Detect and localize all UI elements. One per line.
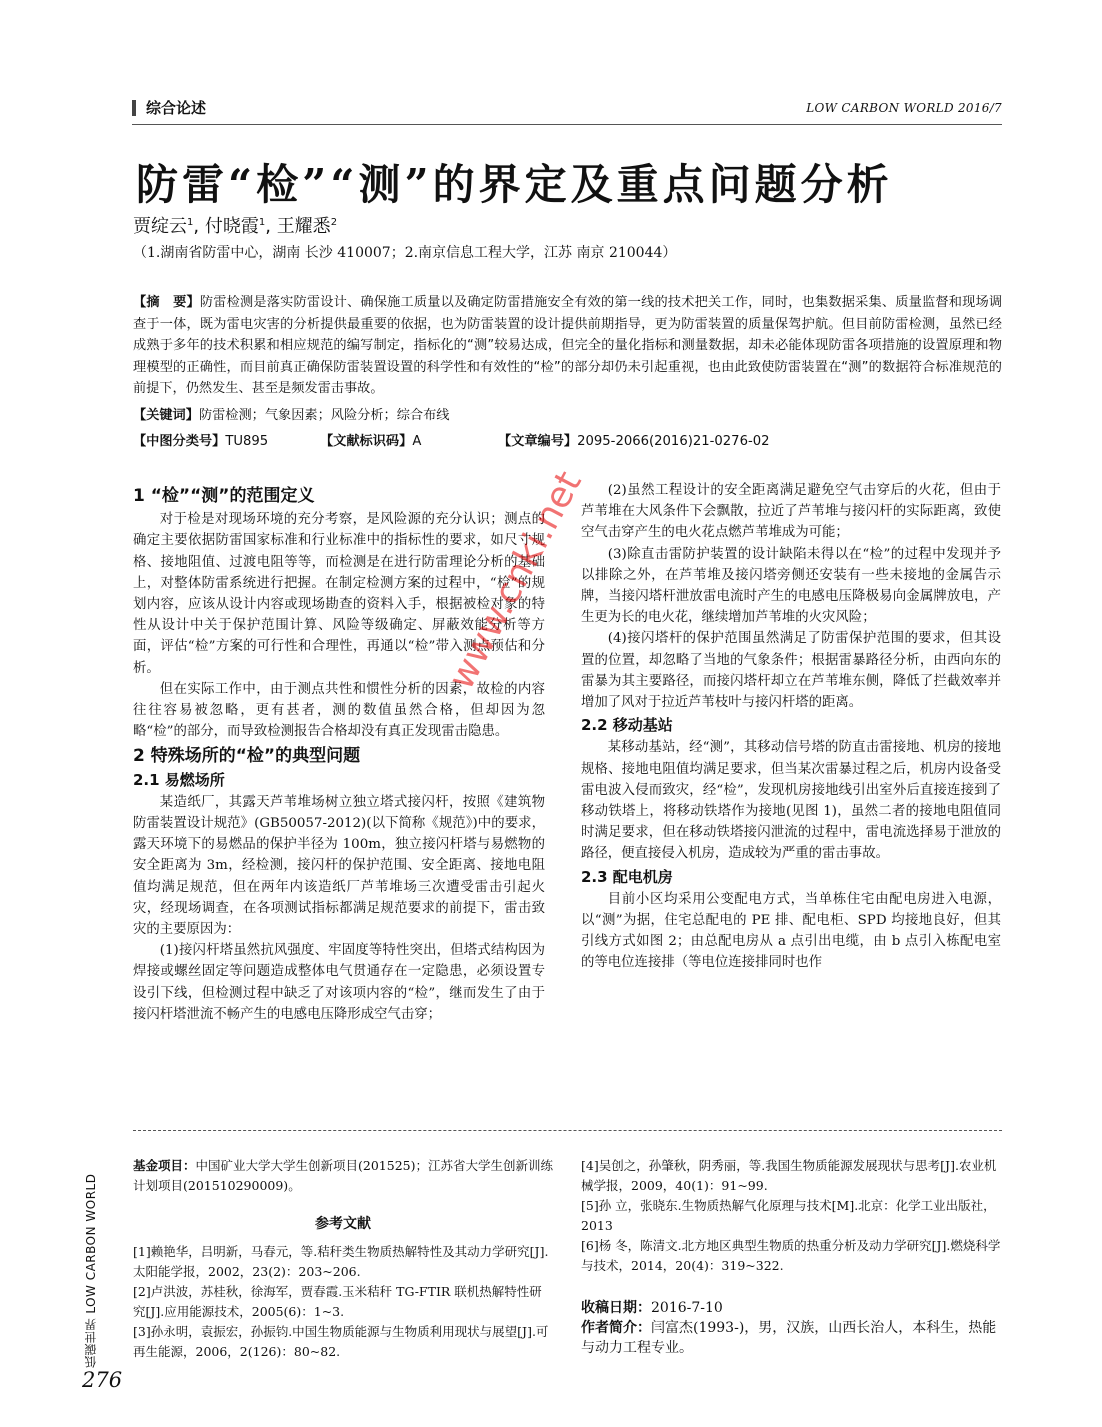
author-2: 付晓霞$^1$, xyxy=(204,216,271,237)
left-column xyxy=(133,482,545,1025)
header-rule xyxy=(132,124,1002,125)
paper-title: 防雷“检”“测”的界定及重点问题分析 xyxy=(136,160,893,209)
paragraph: (3)除直击雷防护装置的设计缺陷未得以在“检”的过程中发现并予以排除之外，在芦苇堆及接闪塔旁侧还安装有一些未接地的金属告示牌，当接闪塔杆泄放雷电流时产生的电感电压降极易向金属牌放电，产生更为长的电火花，继续增加芦苇堆的火灾风险； xyxy=(581,546,1001,626)
abstract-label: 【摘 要】 xyxy=(133,295,200,310)
section-2-1-heading: 2.1 易燃场所 xyxy=(133,770,225,789)
section-label: 综合论述 xyxy=(132,100,206,116)
paragraph: (2)虽然工程设计的安全距离满足避免空气击穿后的火花，但由于芦苇堆在大风条件下会飘散，拉近了芦苇堆与接闪杆的实际距离，致使空气击穿产生的电火花点燃芦苇堆成为可能； xyxy=(581,483,1001,541)
author-3: 王耀悉$^2$ xyxy=(276,216,338,237)
paragraph: 但在实际工作中，由于测点共性和惯性分析的因素，故检的内容往往容易被忽略，更有甚者，测的数值虽然合格，但却因为忽略“检”的部分，而导致检测报告合格却没有真正发现雷击隐患。 xyxy=(133,681,545,740)
page-number: 276 xyxy=(82,1368,123,1392)
reference-item: [4]吴创之，孙肇秋，阴秀丽，等.我国生物质能源发展现状与思考[J].农业机械学报，2009，40(1)：91~99. xyxy=(581,1158,997,1193)
fund-note: 基金项目：中国矿业大学大学生创新项目(201525)；江苏省大学生创新训练计划项目(201510290009)。 xyxy=(133,1158,553,1193)
keywords xyxy=(133,404,1002,423)
paragraph: 目前小区均采用公变配电方式，当单栋住宅由配电房进入电源，以“测”为据，住宅总配电的 PE 排、配电柜、SPD 均接地良好，但其引线方式如图 2；由总配电房从 a 点引出电缆，由 b 点引入栋配电室的等电位连接排（等电位连接排同时也作 xyxy=(581,891,1001,971)
keywords-label: 【关键词】 xyxy=(133,408,199,423)
abstract xyxy=(133,292,1002,400)
affiliation: （1.湖南省防雷中心，湖南 长沙 410007；2.南京信息工程大学，江苏 南京 210044） xyxy=(133,245,677,261)
paragraph: 某移动基站，经“测”，其移动信号塔的防直击雷接地、机房的接地规格、接地电阻值均满足要求，但当某次雷暴过程之后，机房内设备受雷电波入侵而致灾，经“检”，发现机房接地线引出室外后直接连接到了移动铁塔上，将移动铁塔作为接地(见图 1)，虽然二者的接地电阻值同时满足要求，但在移动铁塔接闪泄流的过程中，雷电流选择易于泄放的路径，便直接侵入机房，造成较为严重的雷击事故。 xyxy=(581,740,1001,862)
abstract-text: 防雷检测是落实防雷设计、确保施工质量以及确定防雷措施安全有效的第一线的技术把关工作，同时，也集数据采集、质量监督和现场调查于一体，既为雷电灾害的分析提供最重要的依据，也为防雷装置的设计提供前期指导，更为防雷装置的质量保驾护航。但目前防雷检测，虽然已经成熟于多年的技术积累和相应规范的编写制定，指标化的“测”较易达成，但完全的量化指标和测量数据，却未必能体现防雷各项措施的设置原理和物理模型的正确性，而目前真正确保防雷装置设置的科学性和有效性的“检”的部分却仍未引起重视，也由此致使防雷装置在“测”的数据符合标准规范的前提下，仍然发生、甚至是频发雷击事故。 xyxy=(133,295,1003,396)
clc-code: 【中图分类号】TU895 xyxy=(133,434,269,449)
classification-row xyxy=(133,430,1013,450)
footer-left xyxy=(133,1156,553,1362)
paragraph: (4)接闪塔杆的保护范围虽然满足了防雷保护范围的要求，但其设置的位置，却忽略了当地的气象条件；根据雷暴路径分析，由西向东的雷暴为其主要路径，而接闪塔杆却立在芦苇堆东侧，降低了拦截效率并增加了风对于拉近芦苇枝叶与接闪杆塔的距离。 xyxy=(581,631,1001,711)
reference-item: [2]卢洪波，苏桂秋，徐海军，贾春霞.玉米秸秆 TG-FTIR 联机热解特性研究[J].应用能源技术，2005(6)：1~3. xyxy=(133,1284,542,1319)
keywords-text: 防雷检测；气象因素；风险分析；综合布线 xyxy=(198,408,450,423)
received-date: 收稿日期：2016-7-10 xyxy=(581,1300,723,1316)
authors xyxy=(133,212,337,238)
footer-right xyxy=(581,1156,1001,1358)
section-1-heading: 1 “检”“测”的范围定义 xyxy=(133,486,315,506)
reference-item: [3]孙永明，袁振宏，孙振钧.中国生物质能源与生物质利用现状与展望[J].可再生能源，2006，2(126)：80~82. xyxy=(133,1324,549,1359)
watermark: www.cnki.net xyxy=(440,464,590,697)
paragraph: 对于检是对现场环境的充分考察，是风险源的充分认识；测点的确定主要依据防雷国家标准和行业标准中的指标性的要求，如尺寸规格、接地阻值、过渡电阻等等，而检测是在进行防雷理论分析的基础上，对整体防雷系统进行把握。在制定检测方案的过程中，“检”的规划内容，应该从设计内容或现场勘查的资料入手，根据被检对象的特性从设计中关于保护范围计算、风险等级确定、屏蔽效能分析等方面，评估“检”方案的可行性和合理性，再通以“检”带入测点预估和分析。 xyxy=(133,512,545,676)
reference-item: [5]孙 立，张晓东.生物质热解气化原理与技术[M].北京：化学工业出版社，2013 xyxy=(581,1198,996,1233)
side-journal-label: 低碳世界 LOW CARBON WORLD xyxy=(84,1173,98,1368)
section-2-heading: 2 特殊场所的“检”的典型问题 xyxy=(133,746,361,767)
section-2-3-heading: 2.3 配电机房 xyxy=(581,867,673,886)
footer-separator xyxy=(133,1130,1002,1131)
article-number: 【文章编号】2095-2066(2016)21-0276-02 xyxy=(498,434,770,449)
paragraph: 某造纸厂，其露天芦苇堆场树立独立塔式接闪杆，按照《建筑物防雷装置设计规范》(GB50057-2012)(以下简称《规范》)中的要求，露天环境下的易燃品的保护半径为 100m，独立接闪杆塔与易燃物的安全距离为 3m，经检测，接闪杆的保护范围、安全距离、接地电阻值均满足规范，但在两年内该造纸厂芦苇堆场三次遭受雷击引起火灾，经现场调查，在各项测试指标都满足规范要求的前提下，雷击致灾的主要原因为： xyxy=(133,794,545,938)
section-2-2-heading: 2.2 移动基站 xyxy=(581,716,673,735)
paragraph: (1)接闪杆塔虽然抗风强度、牢固度等特性突出，但塔式结构因为焊接或螺丝固定等问题造成整体电气贯通存在一定隐患，必须设置专设引下线，但检测过程中缺乏了对该项内容的“检”，继而发生了由于接闪杆塔泄流不畅产生的电感电压降形成空气击穿； xyxy=(133,943,545,1022)
journal-header: LOW CARBON WORLD 2016/7 xyxy=(806,101,1002,115)
reference-item: [6]杨 冬，陈清文.北方地区典型生物质的热重分析及动力学研究[J].燃烧科学与技术，2014，20(4)：319~322. xyxy=(581,1238,1001,1273)
reference-item: [1]赖艳华，吕明新，马春元，等.秸秆类生物质热解特性及其动力学研究[J].太阳能学报，2002，23(2)：203~206. xyxy=(133,1244,549,1279)
right-column xyxy=(581,480,1001,974)
author-1: 贾绽云$^1$, xyxy=(133,216,200,237)
doc-code: 【文献标识码】A xyxy=(320,434,422,449)
author-bio: 作者简介：闫富杰(1993-)，男，汉族，山西长治人，本科生，热能与动力工程专业。 xyxy=(581,1320,997,1356)
references-title: 参考文献 xyxy=(315,1216,371,1232)
